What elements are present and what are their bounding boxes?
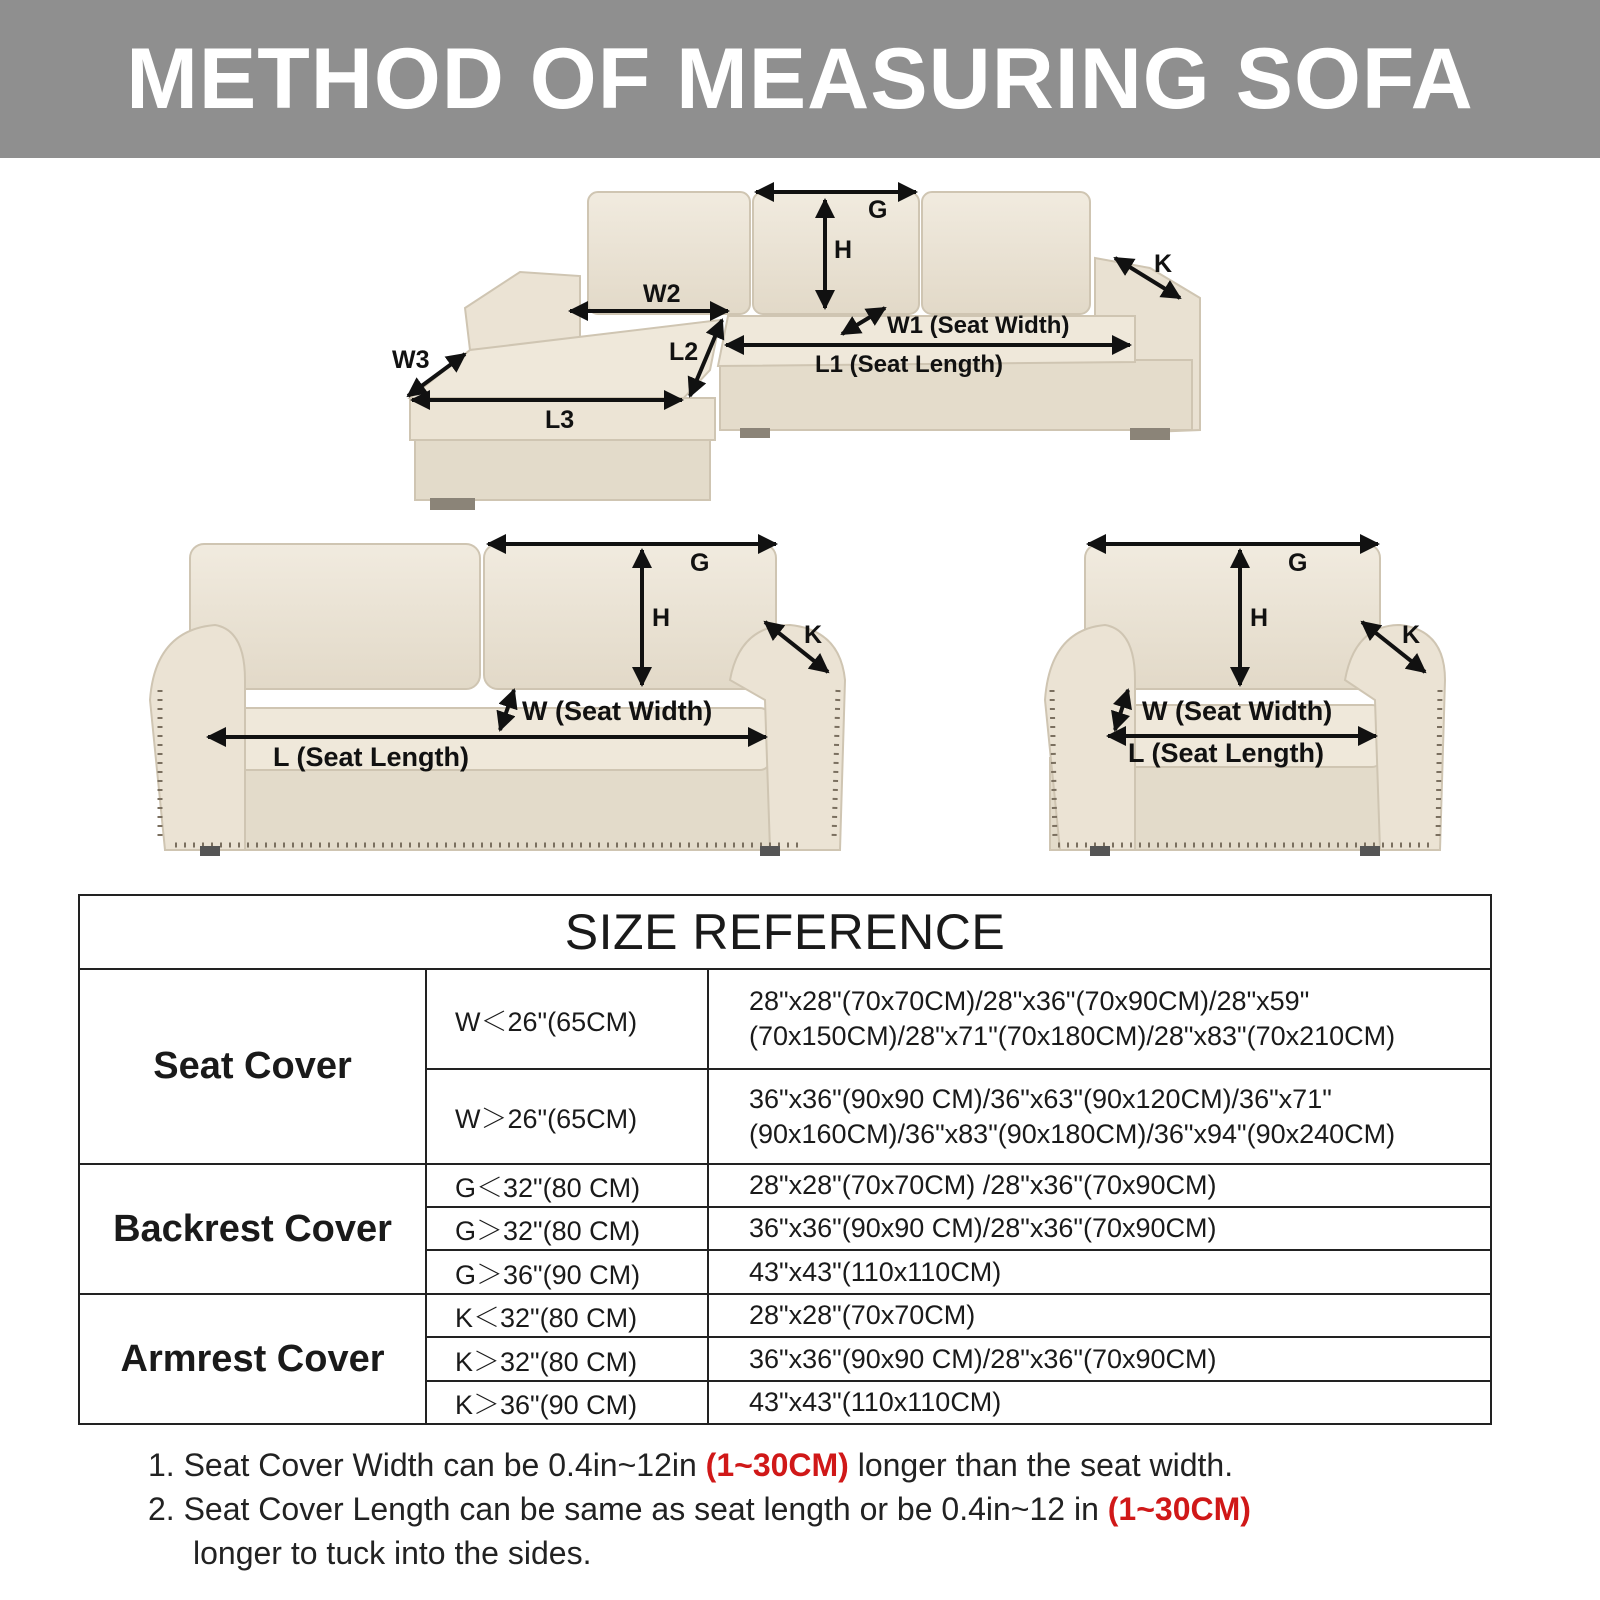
dim-label-g: G (690, 549, 710, 577)
sizes-cell: 28"x28"(70x70CM) (708, 1294, 1491, 1337)
title-banner (0, 0, 1600, 158)
note-item (148, 1443, 1568, 1487)
category-seat-cover: Seat Cover (79, 969, 426, 1164)
condition-cell: W＜26"(65CM) (426, 969, 708, 1069)
note-highlight: (1~30CM) (1107, 1491, 1251, 1527)
sizes-cell: 28"x28"(70x70CM) /28"x36"(70x90CM) (708, 1164, 1491, 1207)
dim-label-l1: L1 (Seat Length) (815, 351, 1004, 378)
sizes-cell (708, 969, 1491, 1069)
dim-label-k: K (1402, 621, 1421, 649)
condition-cell: K＜32"(80 CM) (426, 1294, 708, 1337)
category-backrest-cover: Backrest Cover (79, 1164, 426, 1294)
dim-label-h: H (834, 236, 853, 264)
dim-label-w2: W2 (643, 280, 681, 308)
sizes-cell (708, 1069, 1491, 1164)
dim-label-h: H (652, 604, 671, 632)
sizes-line: 36"x36"(90x90 CM)/36"x63"(90x120CM)/36"x71" (749, 1083, 1332, 1114)
condition-cell: K＞32"(80 CM) (426, 1337, 708, 1381)
sizes-cell: 43"x43"(110x110CM) (708, 1381, 1491, 1424)
dim-label-l3: L3 (545, 406, 575, 434)
sectional-sofa-illustration (410, 192, 1200, 510)
dim-label-w1: W1 (Seat Width) (887, 312, 1070, 339)
note-text: 2. Seat Cover Length can be same as seat length or be 0.4in~12 in (148, 1491, 1108, 1527)
note-continuation: longer to tuck into the sides. (193, 1535, 592, 1571)
dim-label-l: L (Seat Length) (273, 742, 470, 772)
category-armrest-cover: Armrest Cover (79, 1294, 426, 1424)
dim-label-l: L (Seat Length) (1128, 738, 1325, 768)
condition-cell: G＞32"(80 CM) (426, 1207, 708, 1250)
note-text: longer than the seat width. (848, 1447, 1234, 1483)
dim-label-k: K (1154, 250, 1173, 278)
note-item (148, 1487, 1568, 1531)
size-reference-table (78, 894, 1492, 1425)
page-title: METHOD OF MEASURING SOFA (126, 30, 1474, 127)
dim-label-w: W (Seat Width) (1142, 696, 1333, 726)
dim-label-k: K (804, 621, 823, 649)
dim-label-h: H (1250, 604, 1269, 632)
sizes-line: 28"x28"(70x70CM)/28"x36"(70x90CM)/28"x59" (749, 986, 1310, 1016)
sizes-cell: 43"x43"(110x110CM) (708, 1250, 1491, 1294)
table-row (79, 969, 1491, 1069)
note-highlight: (1~30CM) (705, 1447, 849, 1483)
dim-label-g: G (1288, 549, 1308, 577)
notes (148, 1443, 1568, 1575)
sizes-line: (70x150CM)/28"x71"(70x180CM)/28"x83"(70x210CM) (749, 1021, 1396, 1051)
condition-cell: G＞36"(90 CM) (426, 1250, 708, 1294)
sofa-measurement-diagram (0, 158, 1600, 883)
dim-label-g: G (868, 196, 888, 224)
condition-cell: G＜32"(80 CM) (426, 1164, 708, 1207)
dim-label-l2: L2 (669, 338, 699, 366)
table-title: SIZE REFERENCE (79, 895, 1491, 969)
dim-label-w3: W3 (392, 346, 430, 374)
sizes-cell: 36"x36"(90x90 CM)/28"x36"(70x90CM) (708, 1207, 1491, 1250)
note-text: 1. Seat Cover Width can be 0.4in~12in (148, 1447, 706, 1483)
condition-cell: W＞26"(65CM) (426, 1069, 708, 1164)
sizes-line: (90x160CM)/36"x83"(90x180CM)/36"x94"(90x240CM) (749, 1118, 1396, 1149)
sizes-cell: 36"x36"(90x90 CM)/28"x36"(70x90CM) (708, 1337, 1491, 1381)
loveseat-illustration (150, 544, 845, 856)
table-row (79, 1164, 1491, 1207)
table-row (79, 1294, 1491, 1337)
dim-label-w: W (Seat Width) (522, 696, 713, 726)
condition-cell: K＞36"(90 CM) (426, 1381, 708, 1424)
